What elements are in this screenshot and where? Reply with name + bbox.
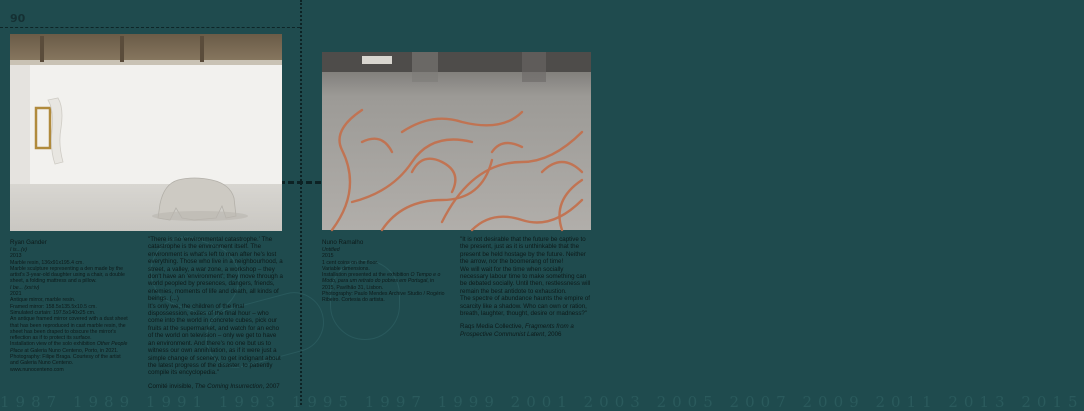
work-dimensions: Variable dimensions. (322, 265, 370, 272)
quote-text: The spectre of abundance haunts the empire of scarcity like a shadow. Who can own or ration, breath, laughter, thought, desire or madness?" (460, 295, 591, 318)
top-divider-line (0, 0, 300, 28)
quote-raqs-media (460, 236, 592, 338)
quote-text: It's only we, the children of the final dispossession, exiles of the final hour – who come into the world in concrete cubes, pick our fruits at the supermarket, and watch for an echo of the world on television – only we get to have an environment. And there's no one but us to witness our own annihilation, as if it were just a simple change of scenery, to get indignant about the latest progress of the disaster, to patiently compile its encyclopedia." (148, 302, 281, 377)
page-number: 90 (10, 12, 26, 25)
quote-text: We will wait for the time when socially necessary labour time to make something can be debated socially. Until then, restlessness will remain the best antidote to exhaustion. (460, 265, 591, 295)
artist-name: Nuno Ramalho (322, 239, 364, 246)
timeline-year: 2015 (1021, 393, 1084, 411)
gallery-url: www.nunocenteno.com (10, 366, 64, 373)
work-description: An antique framed mirror covered with a dust sheet that has been reproduced in cast marble resin, the sheet has been draped to obscure the mirror's reflection as if to protect its surface. (10, 316, 128, 342)
timeline-year: 2007 (729, 393, 803, 411)
work-description: Marble sculpture representing a den made by the artist's 3-year-old daughter using a chair, a double sheet, a folding mattress and a pillow. (10, 265, 125, 285)
timeline-year: 1989 (72, 393, 146, 411)
timeline-year: 1993 (218, 393, 292, 411)
work-medium: 1 cent coins on the floor. (322, 259, 379, 266)
quote-text: "There is no 'environmental catastrophe.' The catastrophe is the environment itself. The environment is what's left to man after he's lost everything. Those who live in a neighbourhood, a street, a valley, a war zone, a workshop – they don't have an 'environment'; they move through a world peopled by presences, dangers, friends, enemies, moments of life and death, all kinds of beings. (...) (148, 236, 283, 303)
timeline-year: 2011 (875, 393, 949, 411)
spine-dash-mark (279, 181, 321, 185)
work-medium: Antique mirror, marble resin. (10, 297, 76, 304)
timeline-year: 1991 (145, 393, 219, 411)
timeline-year: 2005 (656, 393, 730, 411)
quote-coming-insurrection (148, 236, 284, 390)
work-year: 2021 (10, 291, 22, 298)
photo-credit: Photography: Filipe Braga. Courtesy of the artist and Galeria Nuno Centeno. (10, 354, 121, 367)
work-dimensions: Simulated curtain: 197.5x140x25 cm. (10, 309, 96, 316)
work-dimensions: Framed mirror: 158.5x135.5x10.5 cm. (10, 303, 97, 310)
timeline-year: 2001 (510, 393, 584, 411)
timeline-year: 1997 (364, 393, 438, 411)
quote-source: Raqs Media Collective, Fragments from a Prospective Communist Latent, 2006 (460, 323, 574, 338)
work-medium: Marble resin, 136x91x195.4 cm. (10, 259, 84, 266)
timeline-year: 1995 (291, 393, 365, 411)
photo-credit: Photography: Paulo Mendes Archive Studio / Rogério Ribeiro. Cortesia do artista. (322, 291, 445, 304)
timeline-year: 1999 (437, 393, 511, 411)
timeline-year: 2009 (802, 393, 876, 411)
coin-floor-illustration (322, 52, 591, 230)
timeline-year: 1987 (0, 393, 73, 411)
artist-name: Ryan Gander (10, 239, 47, 246)
work-title: I be... (xxi:iv) (10, 284, 40, 291)
work-year: 2015 (322, 253, 334, 260)
timeline-years (0, 393, 1084, 411)
timeline-year: 2003 (583, 393, 657, 411)
photo-coin-floor-installation (322, 52, 591, 230)
work-title: Untitled (322, 247, 340, 253)
gallery-illustration (10, 34, 282, 231)
installation-info: Installation presented at the exhibition O Tempo e o Modo, para um retrato do pobres em Portugal, in 2015, Pavilhão 31, Lisbon. (322, 272, 441, 291)
quote-text: "It is not desirable that the future be captive to the present, just as it is unthinkable that the present be held hostage by the future. Neither the arrow, nor the boomerang of time! (460, 236, 586, 266)
installation-view: Installation view of the solo exhibition Other People Place at Galeria Nuno Centeno, Porto, in 2021. (10, 341, 128, 354)
timeline-year: 2013 (948, 393, 1022, 411)
caption-ryan-gander (10, 239, 130, 373)
photo-gallery-installation (10, 34, 282, 231)
work-title: I is...(v) (10, 247, 28, 253)
caption-nuno-ramalho (322, 239, 448, 304)
quote-source: Comité invisible, The Coming Insurrection, 2007 (148, 382, 280, 390)
work-year: 2013 (10, 253, 22, 260)
